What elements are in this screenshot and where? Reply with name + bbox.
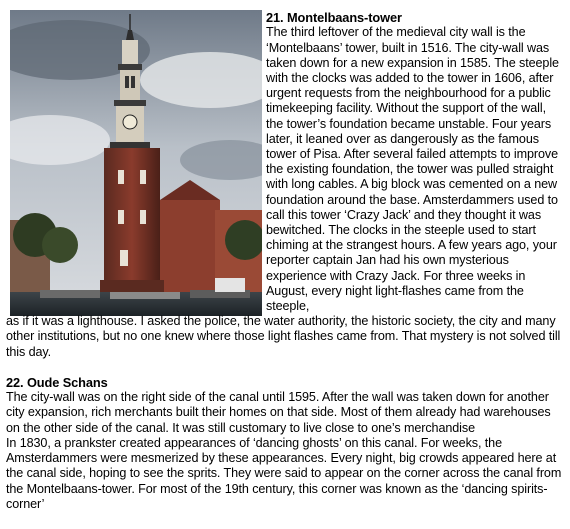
section-22-title: 22. Oude Schans: [6, 374, 108, 390]
section-21-title: 21. Montelbaans-tower: [266, 10, 402, 25]
section-22: [6, 375, 564, 512]
article-text: [6, 10, 564, 512]
section-22-paragraph-1: The city-wall was on the right side of the canal until 1595. After the wall was taken down for another city expansion, rich merchants built their homes on that side. Most of them already had warehouses on the other side of the canal. It was still customary to live close to one’s merchandise: [6, 390, 551, 435]
section-21-body-full: as if it was a lighthouse. I asked the police, the water authority, the historic society, the city and many other institutions, but no one knew where those light flashes came from. That mystery is not solved till this day.: [6, 314, 561, 359]
section-22-paragraph-2: In 1830, a prankster created appearances of ‘dancing ghosts’ on this canal. For weeks, the Amsterdammers were mesmerized by these appearances. Every night, big crowds appeared here at the canal side, hoping to see the sprits. They were said to appear on the corner across the canal from the Montelbaans-tower. For most of the 19th century, this corner was known as the ‘dancing spirits-corner’: [6, 435, 562, 511]
section-21-body-wrapped: The third leftover of the medieval city wall is the ‘Montelbaans’ tower, built in 1516. The city-wall was taken down for a new expansion in 1585. The steeple with the clocks was added to the tower in 1606, after urgent requests from the neighbourhood for a public timekeeping facility. Without the support of the wall, the tower’s foundation became unstable. Four years later, it leaned over as dangerously as the famous tower of Pisa. After several failed attempts to improve the existing foundation, the tower was pulled straight with long cables. A big block was cemented on a new foundation around the base. Amsterdammers used to call this tower ‘Crazy Jack’ and they thought it was bewitched. The clocks in the steeple used to start chiming at the strangest hours. A few years ago, your reporter captain Jan had his own mysterious experience with Crazy Jack. For three weeks in August, every night light-flashes came from the steeple,: [266, 25, 559, 314]
